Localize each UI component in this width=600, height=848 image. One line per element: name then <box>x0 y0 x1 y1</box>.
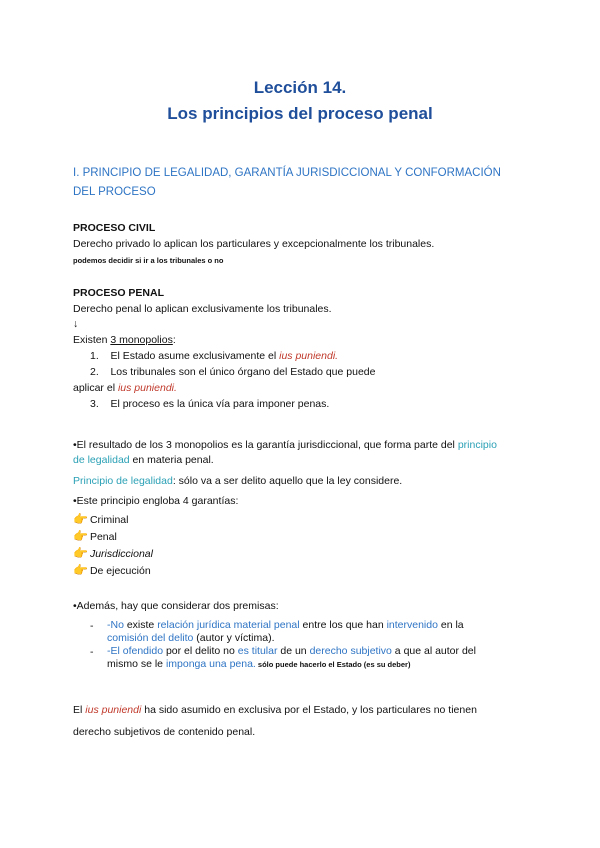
closing-line2: derecho subjetivos de contenido penal. <box>73 726 256 738</box>
list-item-continuation <box>73 382 177 394</box>
premisa-text: mismo se le <box>107 658 166 670</box>
premisa-text: existe <box>123 619 158 631</box>
list-item <box>90 366 375 378</box>
premisa-1 <box>107 619 507 645</box>
closing-text: ha sido asumido en exclusiva por el Estado, y los particulares no tienen <box>141 704 477 716</box>
premisa-term: relación jurídica material penal <box>157 619 300 631</box>
list-item <box>90 350 338 362</box>
dash-bullet: - <box>90 620 94 632</box>
legalidad-text: : sólo va a ser delito aquello que la ley considere. <box>172 475 403 487</box>
list-text: El proceso es la única vía para imponer penas. <box>110 398 330 410</box>
premisa-2 <box>107 645 507 671</box>
dash-bullet: - <box>90 646 94 658</box>
continuation-text: aplicar el <box>73 382 118 394</box>
legalidad-definition <box>73 475 402 487</box>
garantia-text: •El resultado de los 3 monopolios es la garantía jurisdiccional, que forma parte del <box>73 439 458 451</box>
garantia-label: De ejecución <box>89 565 151 577</box>
principio-link: principio <box>457 439 497 451</box>
premisa-note: sólo puede hacerlo el Estado (es su deber) <box>255 660 411 669</box>
list-em: ius puniendi. <box>279 350 339 362</box>
legalidad-term: Principio de legalidad <box>73 475 173 487</box>
list-num: 2. <box>90 366 99 378</box>
monopolios-link: 3 monopolios <box>110 334 173 346</box>
pointing-hand-icon: 👉 <box>73 512 88 526</box>
garantia-item <box>73 512 128 526</box>
closing-line1 <box>73 704 477 716</box>
monopolios-prefix: Existen <box>73 334 111 346</box>
premisa-text: por el delito no <box>163 645 238 657</box>
premisa-term: intervenido <box>386 619 438 631</box>
garantia-label: Criminal <box>89 514 129 526</box>
premisa-term: derecho subjetivo <box>309 645 392 657</box>
pointing-hand-icon: 👉 <box>73 563 88 577</box>
premisa-text: a que al autor del <box>391 645 476 657</box>
garantia-item <box>73 546 153 560</box>
list-num: 1. <box>90 350 99 362</box>
premisa-text: entre los que han <box>299 619 387 631</box>
pointing-hand-icon: 👉 <box>73 546 88 560</box>
penal-text: Derecho penal lo aplican exclusivamente los tribunales. <box>73 303 332 315</box>
section-heading: I. PRINCIPIO DE LEGALIDAD, GARANTÍA JURISDICCIONAL Y CONFORMACIÓN DEL PROCESO <box>73 167 501 198</box>
garantia-line1 <box>73 439 497 451</box>
civil-text: Derecho privado lo aplican los particulares y excepcionalmente los tribunales. <box>73 238 435 250</box>
premisa-term: -No <box>107 619 124 631</box>
premisa-text: de un <box>277 645 310 657</box>
garantia-line2 <box>73 454 214 466</box>
premisa-text: (autor y víctima). <box>193 632 275 644</box>
premisa-term: comisión del delito <box>107 632 194 644</box>
lesson-number: Lección 14. <box>253 78 347 97</box>
civil-note: podemos decidir si ir a los tribunales o no <box>73 256 224 265</box>
monopolios-suffix: : <box>172 334 176 346</box>
monopolios-line <box>73 334 176 346</box>
garantia-label: Jurisdiccional <box>89 548 153 560</box>
list-num: 3. <box>90 398 99 410</box>
premisa-term: imponga una pena. <box>165 658 256 670</box>
penal-label: PROCESO PENAL <box>73 287 165 299</box>
garantias-intro: •Este principio engloba 4 garantías: <box>73 495 239 507</box>
continuation-em: ius puniendi. <box>117 382 177 394</box>
closing-text: El <box>73 704 86 716</box>
list-text: El Estado asume exclusivamente el <box>110 350 280 362</box>
lesson-title: Los principios del proceso penal <box>167 104 433 123</box>
arrow-down: ↓ <box>73 318 79 330</box>
civil-label: PROCESO CIVIL <box>73 222 156 234</box>
pointing-hand-icon: 👉 <box>73 529 88 543</box>
garantia-item <box>73 529 117 543</box>
premisas-intro: •Además, hay que considerar dos premisas: <box>73 600 279 612</box>
premisa-text: en la <box>437 619 464 631</box>
legalidad-link: de legalidad <box>73 454 130 466</box>
list-item <box>90 398 329 410</box>
garantia-item <box>73 563 151 577</box>
list-text: Los tribunales son el único órgano del Estado que puede <box>110 366 376 378</box>
closing-em: ius puniendi <box>85 704 142 716</box>
garantia-label: Penal <box>89 531 117 543</box>
premisa-term: es titular <box>237 645 278 657</box>
garantia-text-2: en materia penal. <box>129 454 214 466</box>
premisa-term: -El ofendido <box>107 645 164 657</box>
